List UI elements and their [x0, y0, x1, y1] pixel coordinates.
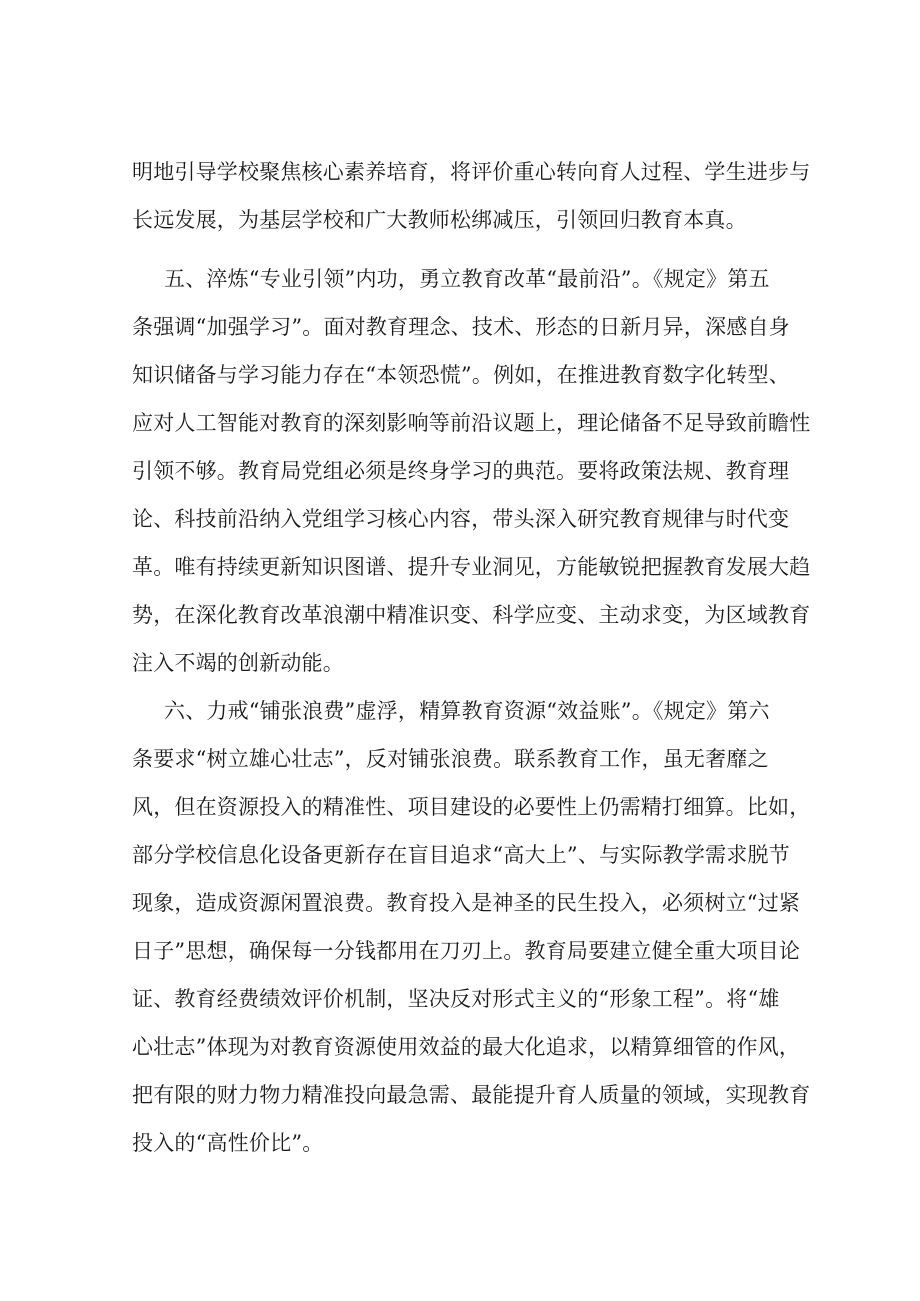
text-line: 五、淬炼“专业引领”内功，勇立教育改革“最前沿”。《规定》第五 [164, 267, 770, 291]
text-line: 日子”思想，确保每一分钱都用在刀刃上。教育局要建立健全重大项目论 [132, 939, 801, 963]
text-line: 六、力戒“铺张浪费”虚浮，精算教育资源“效益账”。《规定》第六 [164, 699, 770, 723]
text-line: 证、教育经费绩效评价机制，坚决反对形式主义的“形象工程”。将“雄 [132, 987, 780, 1011]
text-line: 心壮志”体现为对教育资源使用效益的最大化追求，以精算细管的作风， [132, 1035, 801, 1059]
text-line: 势，在深化教育改革浪潮中精准识变、科学应变、主动求变，为区域教育 [132, 603, 811, 627]
text-line: 投入的“高性价比”。 [132, 1131, 324, 1155]
text-line: 部分学校信息化设备更新存在盲目追求“高大上”、与实际教学需求脱节 [132, 843, 790, 867]
text-line: 革。唯有持续更新知识图谱、提升专业洞见，方能敏锐把握教育发展大趋 [132, 555, 811, 579]
paragraph-continuation [132, 148, 811, 244]
text-line: 论、科技前沿纳入党组学习核心内容，带头深入研究教育规律与时代变 [132, 507, 790, 531]
text-line: 条要求“树立雄心壮志”，反对铺张浪费。联系教育工作，虽无奢靡之 [132, 747, 769, 771]
paragraph-section-six [132, 687, 811, 1167]
text-line: 注入不竭的创新动能。 [132, 651, 344, 675]
text-line: 条强调“加强学习”。面对教育理念、技术、形态的日新月异，深感自身 [132, 315, 790, 339]
text-line: 长远发展，为基层学校和广大教师松绑减压，引领回归教育本真。 [132, 208, 747, 232]
text-line: 明地引导学校聚焦核心素养培育，将评价重心转向育人过程、学生进步与 [132, 160, 811, 184]
text-line: 把有限的财力物力精准投向最急需、最能提升育人质量的领域，实现教育 [132, 1083, 811, 1107]
text-line: 现象，造成资源闲置浪费。教育投入是神圣的民生投入，必须树立“过紧 [132, 891, 801, 915]
text-line: 引领不够。教育局党组必须是终身学习的典范。要将政策法规、教育理 [132, 459, 790, 483]
paragraph-section-five [132, 255, 811, 687]
text-line: 知识储备与学习能力存在“本领恐慌”。例如，在推进教育数字化转型、 [132, 363, 790, 387]
text-line: 风，但在资源投入的精准性、项目建设的必要性上仍需精打细算。比如， [132, 795, 811, 819]
text-line: 应对人工智能对教育的深刻影响等前沿议题上，理论储备不足导致前瞻性 [132, 411, 811, 435]
